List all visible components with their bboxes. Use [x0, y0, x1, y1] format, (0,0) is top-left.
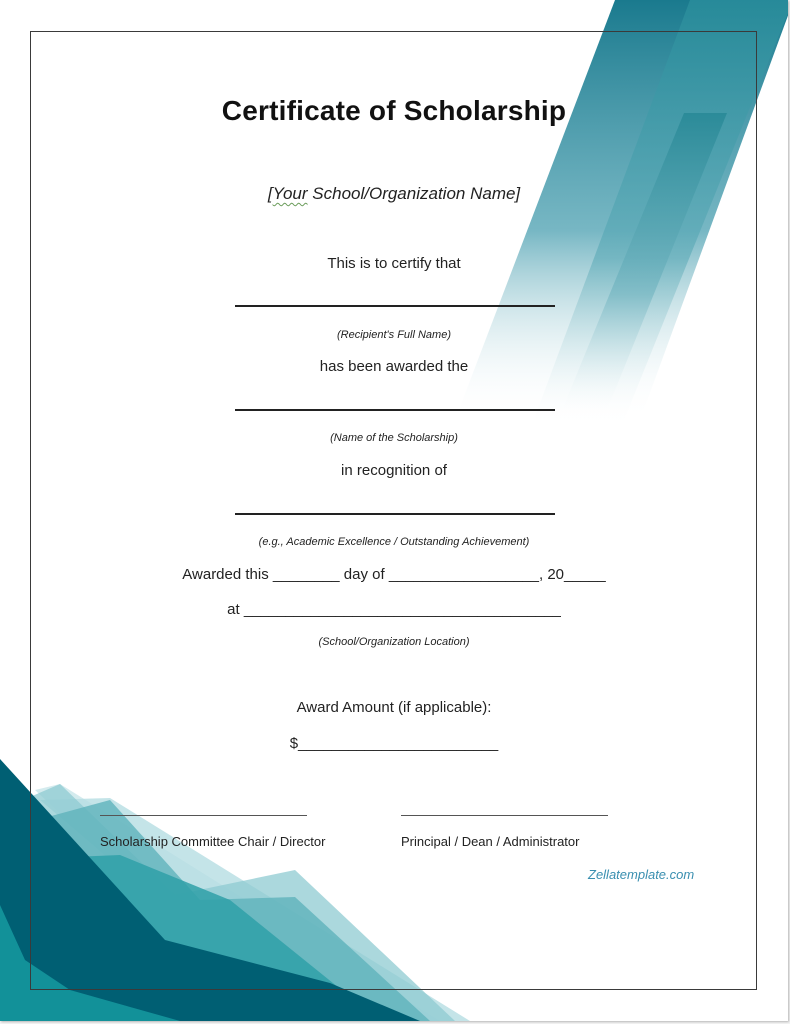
- awarded-text: has been awarded the: [319, 358, 469, 375]
- certify-text: This is to certify that: [327, 255, 461, 272]
- recognition-caption: (e.g., Academic Excellence / Outstanding Achievement): [258, 536, 530, 548]
- location-caption: (School/Organization Location): [318, 636, 470, 648]
- scholarship-caption: (Name of the Scholarship): [330, 432, 458, 444]
- award-amount-line[interactable]: $________________________: [289, 735, 499, 752]
- award-amount-label: Award Amount (if applicable):: [296, 699, 492, 716]
- recipient-caption: (Recipient's Full Name): [337, 329, 451, 341]
- brand-watermark: Zellatemplate.com: [588, 867, 695, 882]
- certificate-title: Certificate of Scholarship: [221, 95, 567, 126]
- org-bracket-open: [: [267, 184, 273, 203]
- award-date-line[interactable]: Awarded this ________ day of __________________, 20_____: [182, 566, 606, 583]
- org-rest: School/Organization Name]: [307, 184, 521, 203]
- organization-name-placeholder[interactable]: [0, 184, 788, 204]
- signature-line-principal[interactable]: [401, 815, 608, 816]
- signature-label-chair: Scholarship Committee Chair / Director: [100, 834, 326, 849]
- org-your-word: Your: [272, 184, 308, 203]
- scholarship-name-line[interactable]: [235, 409, 555, 411]
- signature-label-principal: Principal / Dean / Administrator: [401, 834, 580, 849]
- award-location-line[interactable]: at ______________________________________: [227, 601, 561, 618]
- signature-line-chair[interactable]: [100, 815, 307, 816]
- recipient-name-line[interactable]: [235, 305, 555, 307]
- recognition-line[interactable]: [235, 513, 555, 515]
- recognition-text: in recognition of: [341, 462, 447, 479]
